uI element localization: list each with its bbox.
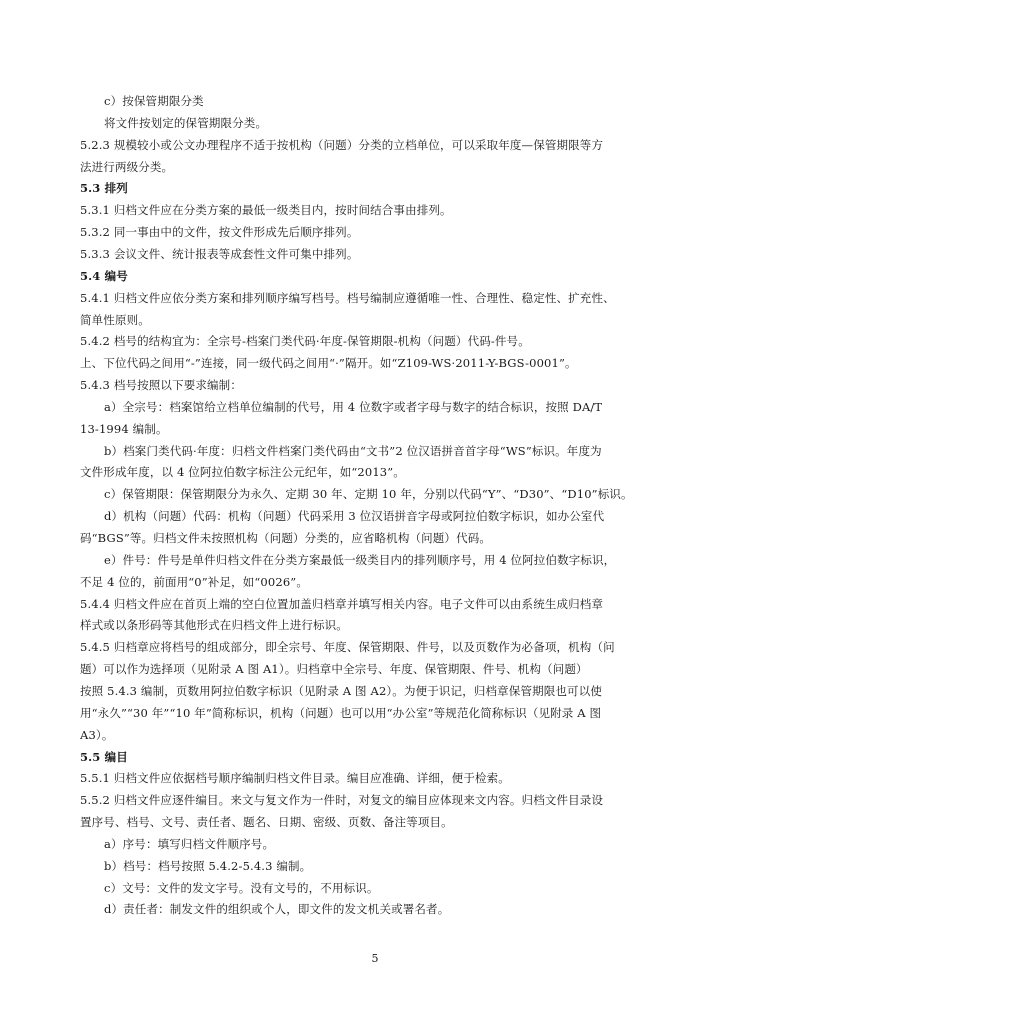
text-line: 将文件按划定的保管期限分类。: [104, 116, 268, 130]
section-heading: 5.4 编号: [80, 269, 128, 283]
text-line: d）责任者：制发文件的组织或个人，即文件的发文机关或署名者。: [104, 902, 450, 916]
text-line: 码“BGS”等。归档文件未按照机构（问题）分类的，应省略机构（问题）代码。: [80, 531, 492, 545]
section-heading: 5.3 排列: [80, 181, 128, 195]
text-line: 5.4.2 档号的结构宜为：全宗号-档案门类代码·年度-保管期限-机构（问题）代码-件号。: [80, 334, 530, 348]
text-line: c）文号：文件的发文字号。没有文号的，不用标识。: [104, 881, 379, 895]
text-line: 简单性原则。: [80, 313, 150, 327]
text-line: 5.4.5 归档章应将档号的组成部分，即全宗号、年度、保管期限、件号，以及页数作为必备项，机构（问: [80, 640, 615, 654]
text-line: 5.5.1 归档文件应依据档号顺序编制归档文件目录。编目应准确、详细，便于检索。: [80, 771, 510, 785]
text-line: 上、下位代码之间用“-”连接，同一级代码之间用“·”隔开。如“Z109-WS·2011-Y-BGS-0001”。: [80, 356, 577, 370]
text-line: 13-1994 编制。: [80, 422, 168, 436]
text-line: 用“永久”“30 年”“10 年”简称标识，机构（问题）也可以用“办公室”等规范化简称标识（见附录 A 图: [80, 706, 602, 720]
text-line: 置序号、档号、文号、责任者、题名、日期、密级、页数、备注等项目。: [80, 815, 453, 829]
text-line: 5.3.2 同一事由中的文件，按文件形成先后顺序排列。: [80, 225, 359, 239]
text-line: 5.4.4 归档文件应在首页上端的空白位置加盖归档章并填写相关内容。电子文件可以由系统生成归档章: [80, 597, 604, 611]
text-line: 5.4.1 归档文件应依分类方案和排列顺序编写档号。档号编制应遵循唯一性、合理性、稳定性、扩充性、: [80, 291, 615, 305]
text-line: 按照 5.4.3 编制，页数用阿拉伯数字标识（见附录 A 图 A2）。为便于识记，归档章保管期限也可以使: [80, 684, 603, 698]
text-line: 5.3.3 会议文件、统计报表等成套性文件可集中排列。: [80, 247, 359, 261]
text-line: 5.2.3 规模较小或公文办理程序不适于按机构（问题）分类的立档单位，可以采取年度—保管期限等方: [80, 138, 604, 152]
text-line: c）按保管期限分类: [104, 94, 204, 108]
section-heading: 5.5 编目: [80, 750, 128, 764]
text-line: e）件号：件号是单件归档文件在分类方案最低一级类目内的排列顺序号，用 4 位阿拉伯数字标识，: [104, 553, 616, 567]
text-line: 题）可以作为选择项（见附录 A 图 A1）。归档章中全宗号、年度、保管期限、件号、机构（问题）: [80, 662, 588, 676]
text-line: b）档号：档号按照 5.4.2-5.4.3 编制。: [104, 859, 312, 873]
text-line: 5.3.1 归档文件应在分类方案的最低一级类目内，按时间结合事由排列。: [80, 203, 452, 217]
page-number: 5: [371, 952, 379, 965]
text-line: A3）。: [80, 728, 114, 742]
text-line: 5.4.3 档号按照以下要求编制：: [80, 378, 242, 392]
text-line: a）全宗号：档案馆给立档单位编制的代号，用 4 位数字或者字母与数字的结合标识，按照 DA/T: [104, 400, 603, 414]
text-line: d）机构（问题）代码：机构（问题）代码采用 3 位汉语拼音字母或阿拉伯数字标识，如办公室代: [104, 509, 605, 523]
text-line: 不足 4 位的，前面用“0”补足，如“0026”。: [80, 575, 308, 589]
text-line: 样式或以条形码等其他形式在归档文件上进行标识。: [80, 618, 348, 632]
text-line: a）序号：填写归档文件顺序号。: [104, 837, 275, 851]
text-line: b）档案门类代码·年度：归档文件档案门类代码由“文书”2 位汉语拼音首字母“WS”标识。年度为: [104, 444, 602, 458]
text-line: 5.5.2 归档文件应逐件编目。来文与复文作为一件时，对复文的编目应体现来文内容。归档文件目录设: [80, 793, 604, 807]
text-line: 文件形成年度，以 4 位阿拉伯数字标注公元纪年，如“2013”。: [80, 465, 405, 479]
text-line: 法进行两级分类。: [80, 160, 174, 174]
text-line: c）保管期限：保管期限分为永久、定期 30 年、定期 10 年，分别以代码“Y”、“D30”、“D10”标识。: [104, 487, 633, 501]
